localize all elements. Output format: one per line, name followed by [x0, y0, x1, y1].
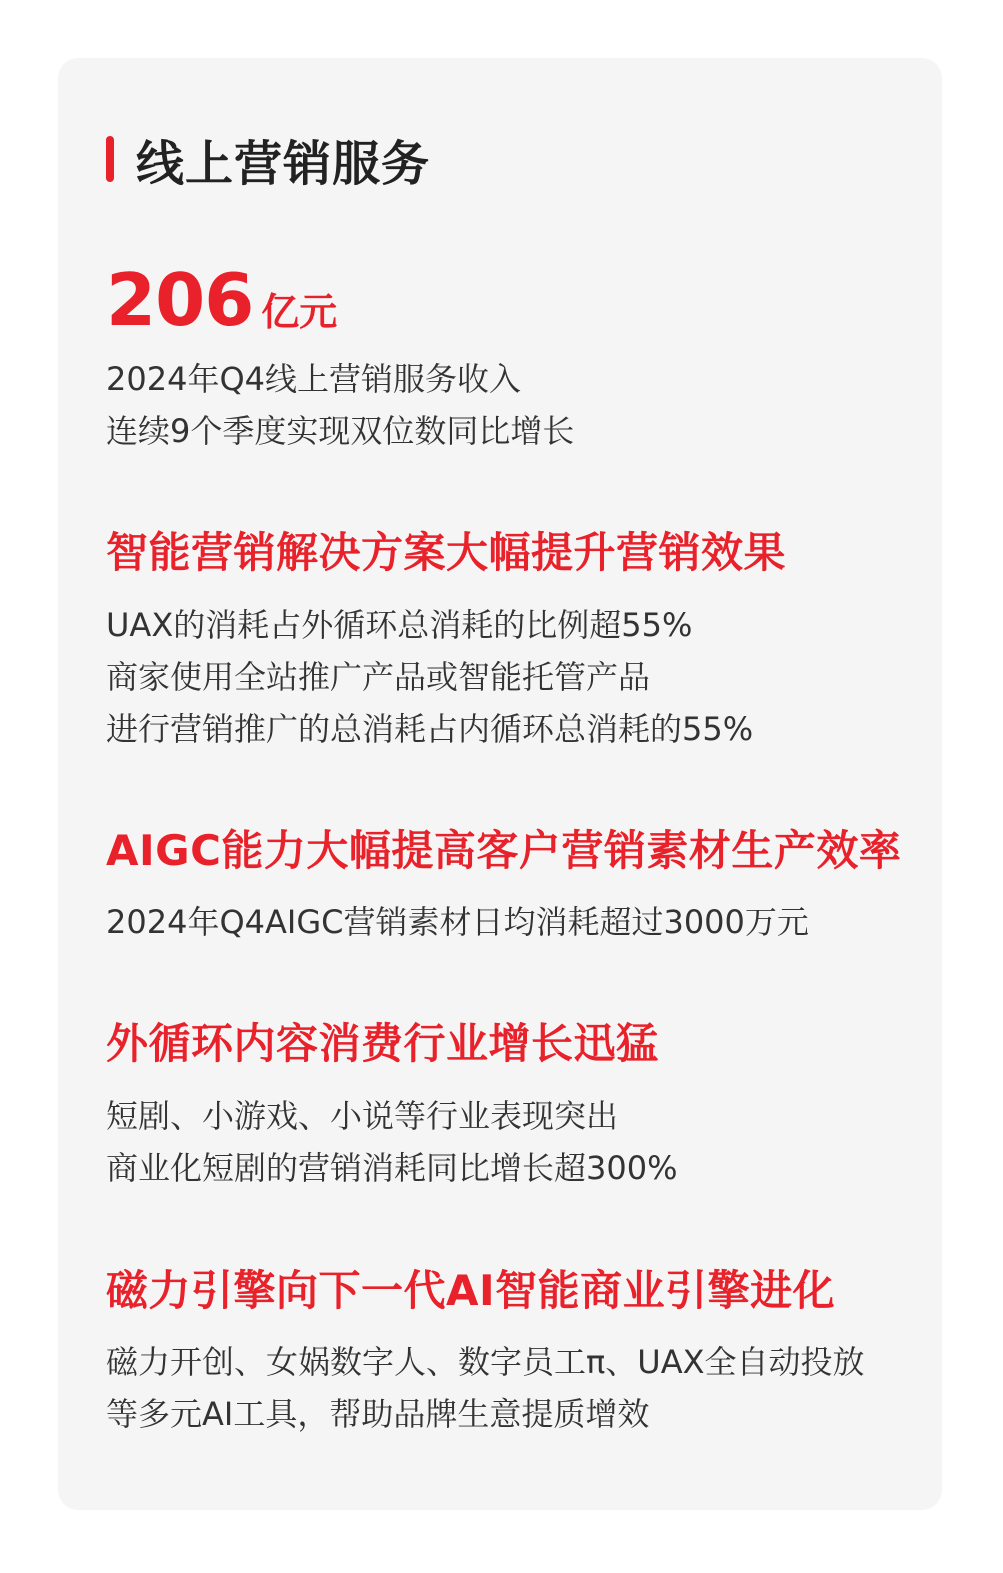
- revenue-stat: [106, 258, 337, 342]
- highlight-body: [106, 1336, 865, 1440]
- revenue-unit: 亿元: [261, 290, 338, 334]
- revenue-description: [106, 353, 574, 457]
- accent-bar: [106, 136, 114, 182]
- revenue-line: 2024年Q4线上营销服务收入: [106, 360, 521, 398]
- highlight-line: 进行营销推广的总消耗占内循环总消耗的55%: [106, 710, 754, 748]
- highlight-line: 商业化短剧的营销消耗同比增长超300%: [106, 1149, 678, 1187]
- highlight-heading: 磁力引擎向下一代AI智能商业引擎进化: [106, 1266, 836, 1315]
- revenue-number: 206: [106, 258, 254, 342]
- highlight-body: [106, 896, 809, 948]
- revenue-line: 连续9个季度实现双位数同比增长: [106, 412, 575, 450]
- highlight-line: 2024年Q4AIGC营销素材日均消耗超过3000万元: [106, 903, 809, 941]
- highlight-line: 磁力开创、女娲数字人、数字员工π、UAX全自动投放: [106, 1343, 865, 1381]
- highlight-line: 等多元AI工具，帮助品牌生意提质增效: [106, 1395, 650, 1433]
- section-header: [106, 128, 430, 190]
- section-title: 线上营销服务: [136, 135, 431, 192]
- highlight-heading: 外循环内容消费行业增长迅猛: [106, 1019, 659, 1068]
- highlight-heading: AIGC能力大幅提高客户营销素材生产效率: [106, 826, 902, 875]
- highlight-body: [106, 599, 753, 755]
- highlight-heading: 智能营销解决方案大幅提升营销效果: [106, 528, 787, 577]
- highlight-line: 短剧、小游戏、小说等行业表现突出: [106, 1097, 619, 1135]
- highlight-line: 商家使用全站推广产品或智能托管产品: [106, 658, 651, 696]
- highlight-line: UAX的消耗占外循环总消耗的比例超55%: [106, 606, 693, 644]
- highlight-body: [106, 1090, 678, 1194]
